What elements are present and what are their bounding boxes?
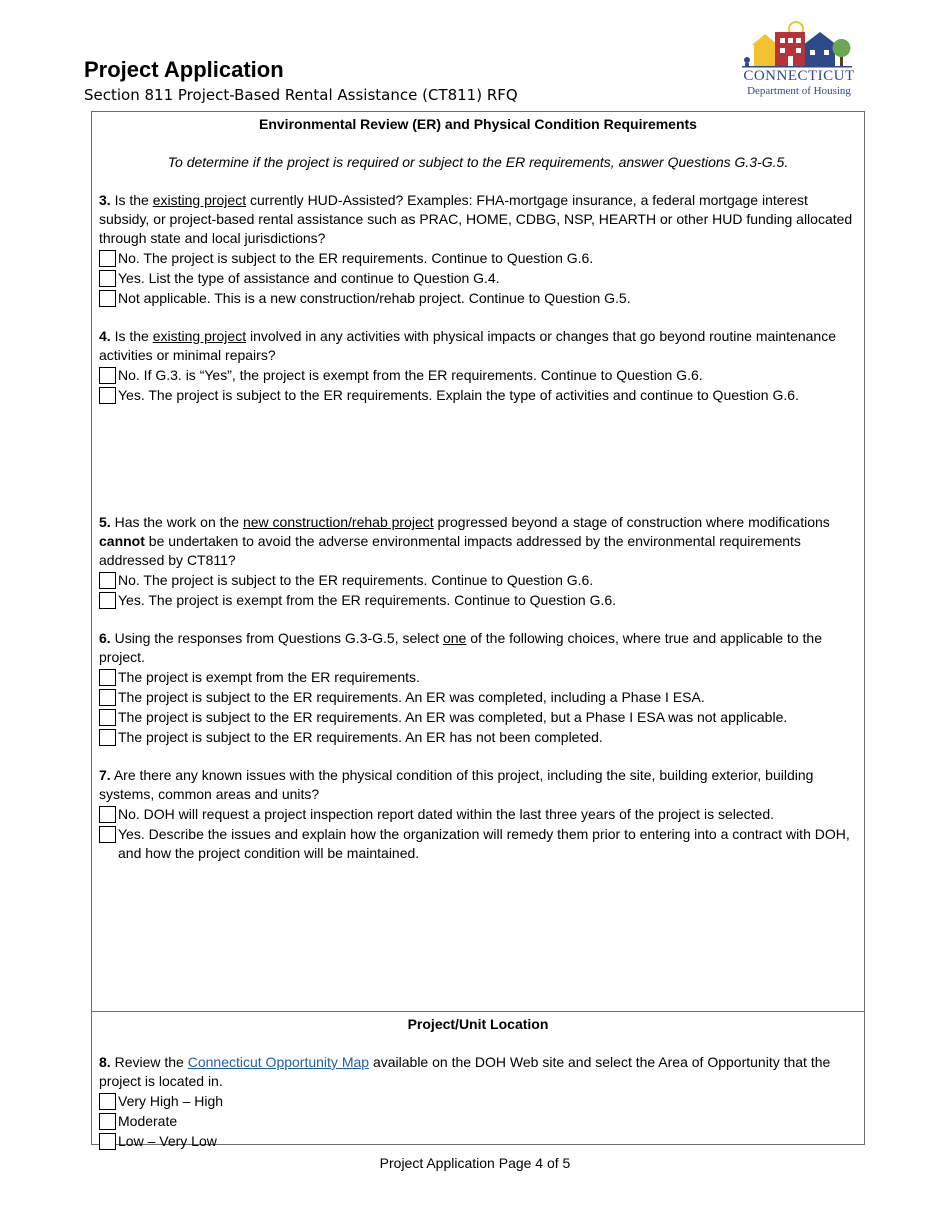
checkbox[interactable] — [99, 689, 116, 706]
option-label: Not applicable. This is a new construction/rehab project. Continue to Question G.5. — [118, 290, 631, 306]
q4-answer-space[interactable] — [92, 406, 864, 513]
checkbox[interactable] — [99, 270, 116, 287]
question-number: 3. — [99, 192, 111, 208]
document-header — [84, 56, 518, 105]
question-text-part: Review the — [114, 1054, 184, 1070]
opportunity-map-link[interactable]: Connecticut Opportunity Map — [187, 1054, 370, 1070]
question-underlined-term: one — [442, 630, 467, 646]
page-footer: Project Application Page 4 of 5 — [379, 1155, 571, 1171]
question-text-part: Is the — [114, 192, 149, 208]
question-underlined-term: existing project — [152, 328, 247, 344]
question-text-part: available on the DOH Web site and select the Area of Opportunity that the project is located in. — [99, 1054, 831, 1089]
location-section — [91, 1011, 865, 1149]
document-title: Project Application — [84, 57, 284, 82]
question-underlined-term: existing project — [152, 192, 247, 208]
q7-option-yes — [99, 825, 857, 863]
ct-housing-logo — [738, 20, 860, 100]
question-number: 6. — [99, 630, 111, 646]
question-6-text — [99, 629, 857, 667]
checkbox[interactable] — [99, 826, 116, 843]
checkbox[interactable] — [99, 806, 116, 823]
houses-icon — [738, 20, 860, 68]
checkbox[interactable] — [99, 669, 116, 686]
er-section — [91, 111, 865, 1012]
question-6 — [92, 629, 864, 747]
q7-option-no — [99, 805, 857, 824]
question-number: 8. — [99, 1054, 111, 1070]
checkbox[interactable] — [99, 1133, 116, 1150]
option-label: No. If G.3. is “Yes”, the project is exempt from the ER requirements. Continue to Question G.6. — [118, 367, 703, 383]
q3-option-yes — [99, 269, 857, 288]
q6-option-er-not-completed — [99, 728, 857, 747]
question-number: 4. — [99, 328, 111, 344]
checkbox[interactable] — [99, 729, 116, 746]
option-label: No. The project is subject to the ER requirements. Continue to Question G.6. — [118, 572, 594, 588]
question-4 — [92, 327, 864, 405]
option-label: Yes. Describe the issues and explain how the organization will remedy them prior to entering into a contract with DOH, and how the project condition will be maintained. — [118, 826, 850, 861]
question-5-text — [99, 513, 857, 570]
q6-option-er-completed-no-esa — [99, 708, 857, 727]
option-label: Moderate — [118, 1113, 178, 1129]
option-label: Very High – High — [118, 1093, 224, 1109]
q6-option-er-completed-esa — [99, 688, 857, 707]
question-8 — [92, 1053, 864, 1151]
question-8-text — [99, 1053, 857, 1091]
question-text-part: involved in any activities with physical impacts or changes that go beyond routine maintenance activities or minimal repairs? — [99, 328, 836, 363]
q8-option-moderate — [99, 1112, 857, 1131]
question-5 — [92, 513, 864, 610]
question-3 — [92, 191, 864, 308]
question-7 — [92, 766, 864, 863]
question-text-part: of the following choices, where true and applicable to the project. — [99, 630, 822, 665]
option-label: The project is subject to the ER requirements. An ER was completed, including a Phase I ESA. — [118, 689, 705, 705]
option-label: The project is subject to the ER requirements. An ER has not been completed. — [118, 729, 603, 745]
er-instruction: To determine if the project is required or subject to the ER requirements, answer Questions G.3-G.5. — [167, 154, 789, 170]
checkbox[interactable] — [99, 572, 116, 589]
q8-option-very-high-high — [99, 1092, 857, 1111]
option-label: No. DOH will request a project inspection report dated within the last three years of the project is selected. — [118, 806, 774, 822]
option-label: Low – Very Low — [118, 1133, 217, 1149]
q3-option-no — [99, 249, 857, 268]
location-section-title: Project/Unit Location — [407, 1016, 549, 1032]
checkbox[interactable] — [99, 1113, 116, 1130]
checkbox[interactable] — [99, 592, 116, 609]
q4-option-yes — [99, 386, 857, 405]
q6-option-exempt — [99, 668, 857, 687]
question-3-text — [99, 191, 857, 248]
checkbox[interactable] — [99, 387, 116, 404]
logo-text-department: Department of Housing — [747, 85, 851, 97]
question-4-text — [99, 327, 857, 365]
option-label: Yes. The project is exempt from the ER requirements. Continue to Question G.6. — [118, 592, 617, 608]
q5-option-no — [99, 571, 857, 590]
question-underlined-term: new construction/rehab project — [242, 514, 434, 530]
q8-option-low-very-low — [99, 1132, 857, 1151]
question-number: 7. — [99, 767, 111, 783]
option-label: The project is exempt from the ER requirements. — [118, 669, 420, 685]
logo-text-connecticut: CONNECTICUT — [743, 68, 855, 84]
checkbox[interactable] — [99, 367, 116, 384]
option-label: No. The project is subject to the ER requirements. Continue to Question G.6. — [118, 250, 594, 266]
q3-option-not-applicable — [99, 289, 857, 308]
option-label: Yes. The project is subject to the ER requirements. Explain the type of activities and continue to Question G.6. — [118, 387, 799, 403]
option-label: The project is subject to the ER requirements. An ER was completed, but a Phase I ESA was not applicable. — [118, 709, 788, 725]
question-number: 5. — [99, 514, 111, 530]
question-text-part: currently HUD-Assisted? Examples: FHA-mortgage insurance, a federal mortgage interest subsidy, or project-based rental assistance such as PRAC, HOME, CDBG, NSP, HEARTH or other HUD funding allocated through state and local jurisdictions? — [99, 192, 853, 246]
checkbox[interactable] — [99, 709, 116, 726]
er-section-title: Environmental Review (ER) and Physical Condition Requirements — [259, 116, 697, 132]
question-text-part: Are there any known issues with the physical condition of this project, including the site, building exterior, building systems, common areas and units? — [99, 767, 814, 802]
q4-option-no — [99, 366, 857, 385]
question-text-part: Has the work on the — [114, 514, 240, 530]
checkbox[interactable] — [99, 250, 116, 267]
checkbox[interactable] — [99, 290, 116, 307]
checkbox[interactable] — [99, 1093, 116, 1110]
question-7-text — [99, 766, 857, 804]
question-text-part: Is the — [114, 328, 149, 344]
question-text-part: progressed beyond a stage of construction where modifications — [437, 514, 830, 530]
q5-option-yes — [99, 591, 857, 610]
question-text-part: Using the responses from Questions G.3-G.5, select — [114, 630, 440, 646]
option-label: Yes. List the type of assistance and continue to Question G.4. — [118, 270, 500, 286]
document-subtitle: Section 811 Project-Based Rental Assistance (CT811) RFQ — [84, 86, 518, 104]
question-text-part: be undertaken to avoid the adverse environmental impacts addressed by the environmental requirements addressed by CT811? — [99, 533, 801, 568]
question-bold-term: cannot — [99, 533, 145, 549]
